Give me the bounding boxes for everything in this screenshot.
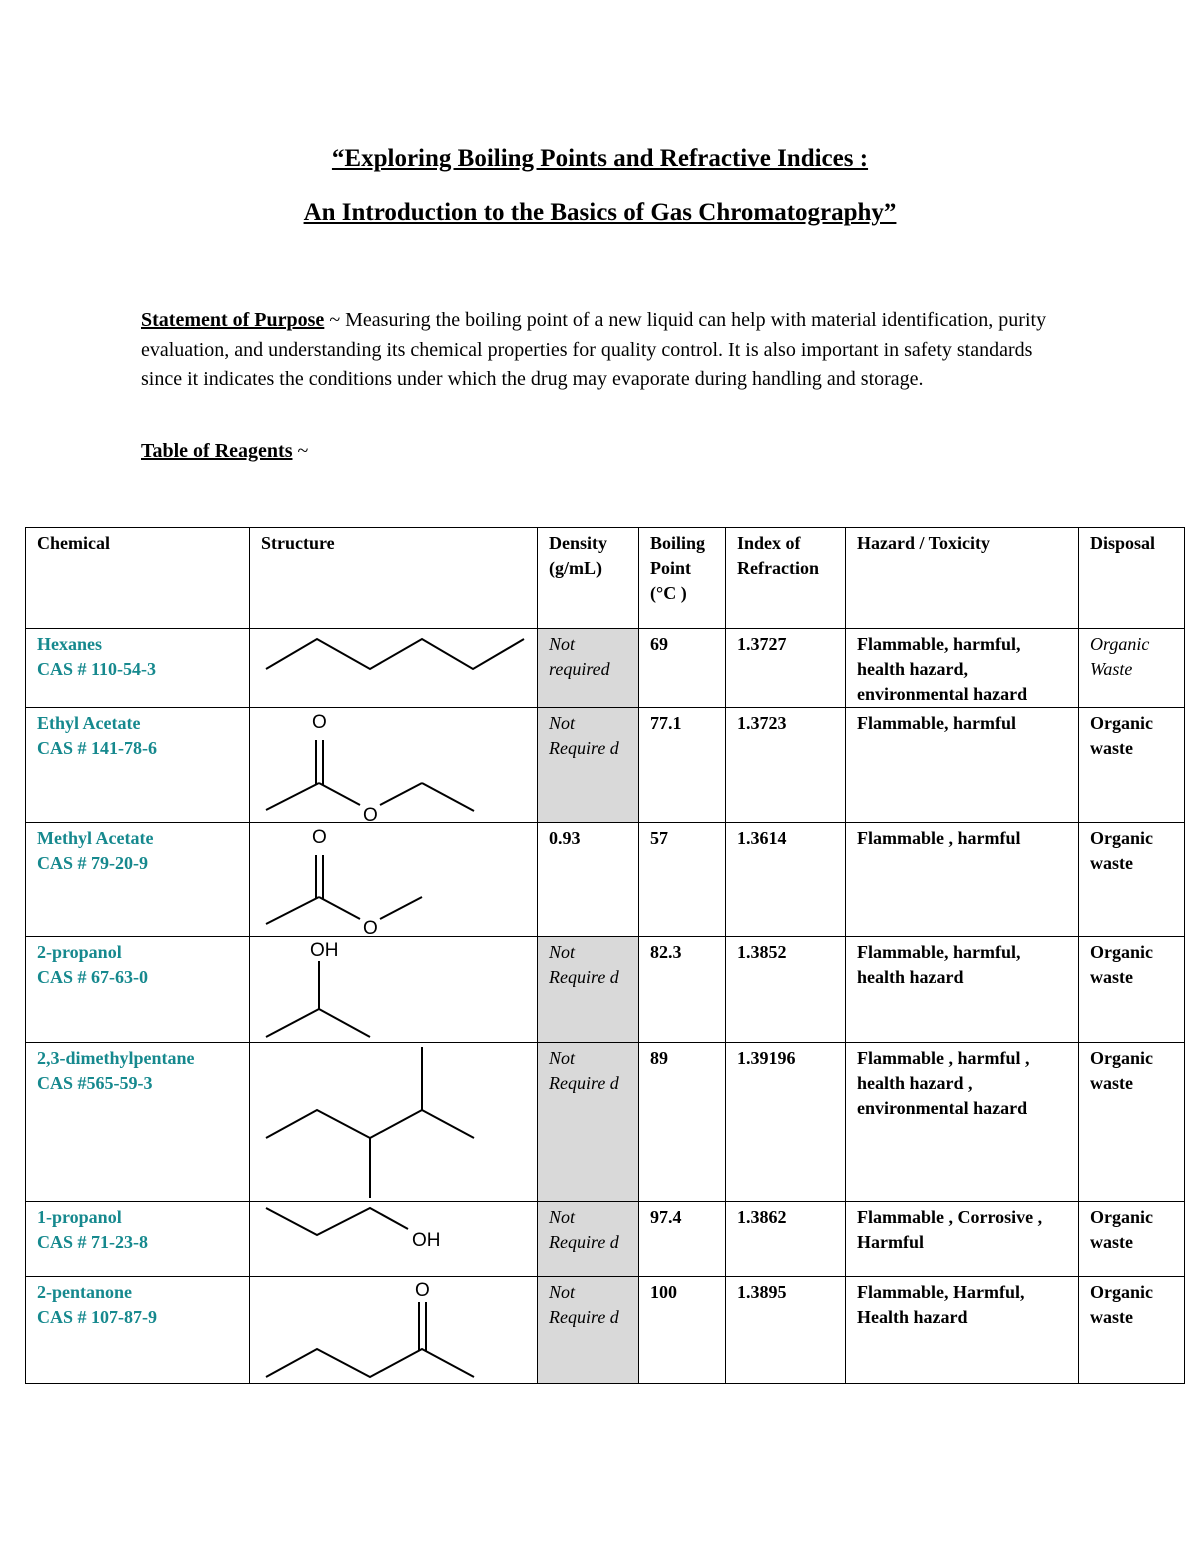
hazard-cell: Flammable, harmful <box>846 708 1079 823</box>
methyl-acetate-structure-icon <box>250 823 538 936</box>
boiling-point-cell: 89 <box>639 1043 726 1202</box>
disposal-cell: Organic waste <box>1079 1277 1185 1384</box>
header-boiling-point: Boiling Point (°C ) <box>639 528 726 629</box>
statement-of-purpose <box>141 306 1061 395</box>
boiling-point-cell: 57 <box>639 823 726 937</box>
hazard-cell: Flammable, harmful, health hazard <box>846 937 1079 1043</box>
refraction-cell: 1.3862 <box>726 1202 846 1277</box>
table-row <box>26 1043 1185 1202</box>
structure-cell <box>250 937 538 1043</box>
refraction-cell: 1.3723 <box>726 708 846 823</box>
table-header-row <box>26 528 1185 629</box>
table-of-reagents-heading <box>141 440 308 463</box>
disposal-cell: Organic waste <box>1079 708 1185 823</box>
chemical-name: 2-propanol <box>37 942 122 962</box>
refraction-cell: 1.39196 <box>726 1043 846 1202</box>
hazard-cell: Flammable , Corrosive , Harmful <box>846 1202 1079 1277</box>
refraction-cell: 1.3614 <box>726 823 846 937</box>
2-propanol-structure-icon <box>250 937 538 1042</box>
cas-number: CAS #565-59-3 <box>37 1073 153 1093</box>
header-hazard: Hazard / Toxicity <box>846 528 1079 629</box>
density-cell: Not Require d <box>538 1043 639 1202</box>
2-pentanone-structure-icon <box>250 1277 538 1383</box>
table-row <box>26 1202 1185 1277</box>
ethyl-acetate-structure-icon <box>250 708 538 822</box>
cas-number: CAS # 79-20-9 <box>37 853 148 873</box>
2-3-dimethylpentane-structure-icon <box>250 1043 538 1201</box>
disposal-cell: Organic waste <box>1079 823 1185 937</box>
structure-cell <box>250 823 538 937</box>
chemical-cell <box>26 823 250 937</box>
chemical-name: Methyl Acetate <box>37 828 154 848</box>
chemical-cell <box>26 1277 250 1384</box>
header-chemical: Chemical <box>26 528 250 629</box>
boiling-point-cell: 97.4 <box>639 1202 726 1277</box>
boiling-point-cell: 69 <box>639 629 726 708</box>
carbonyl-oxygen-label: O <box>415 1280 430 1301</box>
disposal-cell: Organic waste <box>1079 937 1185 1043</box>
boiling-point-cell: 100 <box>639 1277 726 1384</box>
refraction-cell: 1.3895 <box>726 1277 846 1384</box>
chemical-name: 2,3-dimethylpentane <box>37 1048 195 1068</box>
document-title-line-2: An Introduction to the Basics of Gas Chromatography” <box>303 199 897 226</box>
boiling-point-cell: 82.3 <box>639 937 726 1043</box>
ester-oxygen-label: O <box>363 805 378 822</box>
table-row <box>26 937 1185 1043</box>
header-density: Density (g/mL) <box>538 528 639 629</box>
density-cell: Not Require d <box>538 1202 639 1277</box>
structure-cell <box>250 708 538 823</box>
density-cell: Not Require d <box>538 937 639 1043</box>
chemical-cell <box>26 1202 250 1277</box>
chemical-cell <box>26 1043 250 1202</box>
table-row <box>26 708 1185 823</box>
1-propanol-structure-icon <box>250 1202 538 1276</box>
structure-cell <box>250 1202 538 1277</box>
hazard-cell: Flammable , harmful <box>846 823 1079 937</box>
carbonyl-oxygen-label: O <box>312 827 327 848</box>
structure-cell <box>250 1043 538 1202</box>
chemical-cell <box>26 937 250 1043</box>
reagents-table <box>25 527 1185 1384</box>
table-row <box>26 1277 1185 1384</box>
refraction-cell: 1.3727 <box>726 629 846 708</box>
structure-cell <box>250 1277 538 1384</box>
chemical-name: Ethyl Acetate <box>37 713 141 733</box>
hydroxyl-label: OH <box>310 940 339 961</box>
hazard-cell: Flammable, harmful, health hazard, environmental hazard <box>846 629 1079 708</box>
density-cell: 0.93 <box>538 823 639 937</box>
hazard-cell: Flammable, Harmful, Health hazard <box>846 1277 1079 1384</box>
header-refraction: Index of Refraction <box>726 528 846 629</box>
table-row <box>26 823 1185 937</box>
chemical-cell <box>26 629 250 708</box>
cas-number: CAS # 67-63-0 <box>37 967 148 987</box>
cas-number: CAS # 110-54-3 <box>37 659 157 679</box>
chemical-cell <box>26 708 250 823</box>
cas-number: CAS # 107-87-9 <box>37 1307 157 1327</box>
density-cell: Not required <box>538 629 639 708</box>
chemical-name: 2-pentanone <box>37 1282 133 1302</box>
hexane-structure-icon <box>250 629 538 704</box>
refraction-cell: 1.3852 <box>726 937 846 1043</box>
cas-number: CAS # 141-78-6 <box>37 738 157 758</box>
chemical-name: 1-propanol <box>37 1207 122 1227</box>
density-cell: Not Require d <box>538 1277 639 1384</box>
cas-number: CAS # 71-23-8 <box>37 1232 148 1252</box>
document-title-line-1: “Exploring Boiling Points and Refractive Indices : <box>331 145 869 172</box>
header-structure: Structure <box>250 528 538 629</box>
ester-oxygen-label: O <box>363 918 378 936</box>
table-row <box>26 629 1185 708</box>
purpose-text: ~ Measuring the boiling point of a new liquid can help with material identification, purity evaluation, and understanding its chemical properties for quality control. It is also important in safety standards since it indicates the conditions under which the drug may evaporate during handling and storage. <box>141 309 1047 390</box>
boiling-point-cell: 77.1 <box>639 708 726 823</box>
hydroxyl-label: OH <box>412 1230 441 1251</box>
disposal-cell: Organic waste <box>1079 1202 1185 1277</box>
disposal-cell: Organic waste <box>1079 1043 1185 1202</box>
chemical-name: Hexanes <box>37 634 102 654</box>
reagents-suffix: ~ <box>292 440 309 462</box>
hazard-cell: Flammable , harmful , health hazard , environmental hazard <box>846 1043 1079 1202</box>
structure-cell <box>250 629 538 708</box>
density-cell: Not Require d <box>538 708 639 823</box>
reagents-label: Table of Reagents <box>141 440 293 462</box>
header-disposal: Disposal <box>1079 528 1185 629</box>
disposal-cell: Organic Waste <box>1079 629 1185 708</box>
purpose-label: Statement of Purpose <box>141 309 325 331</box>
carbonyl-oxygen-label: O <box>312 712 327 733</box>
